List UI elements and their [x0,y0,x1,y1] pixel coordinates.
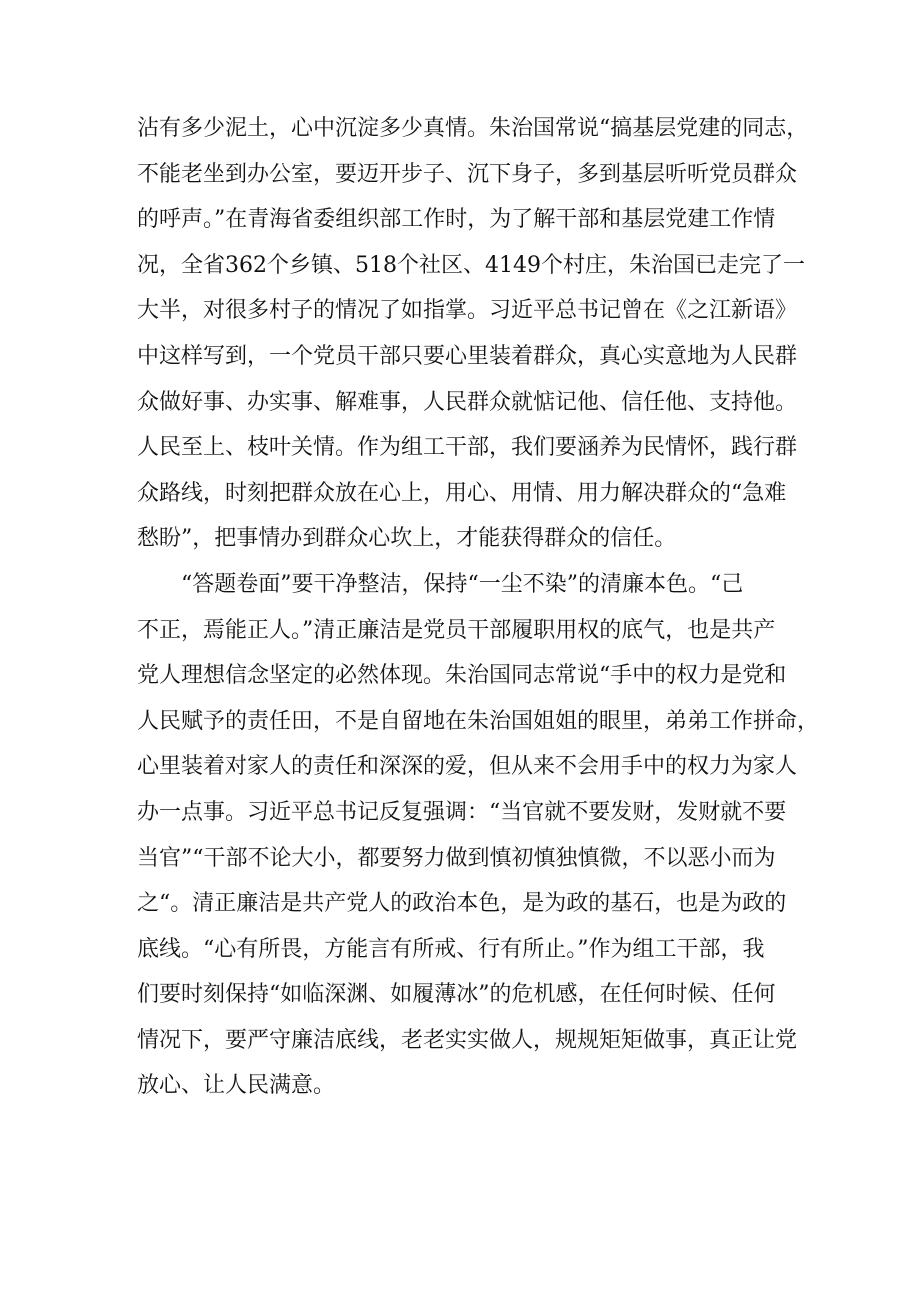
text-line: 不正，焉能正人。”清正廉洁是党员干部履职用权的底气，也是共产 [137,617,776,643]
text-line: 心里装着对家人的责任和深深的爱，但从来不会用手中的权力为家人 [137,754,798,780]
text-line: 当官”“干部不论大小，都要努力做到慎初慎独慎微，不以恶小而为 [137,845,776,871]
text-line: 众路线，时刻把群众放在心上，用心、用情、用力解决群众的“急难 [137,480,787,506]
text-line: 之“。清正廉洁是共产党人的政治本色，是为政的基石，也是为政的 [137,891,787,917]
text-line: 愁盼”，把事情办到群众心坎上，才能获得群众的信任。 [137,526,677,552]
text-line: 党人理想信念坚定的必然体现。朱治国同志常说“手中的权力是党和 [137,663,787,689]
text-line: 人民赋予的责任田，不是自留地在朱治国姐姐的眼里，弟弟工作拼命， [137,708,820,734]
text-line: 况，全省362个乡镇、518个社区、4149个村庄，朱治国已走完了一 [137,252,805,278]
text-line: 不能老坐到办公室，要迈开步子、沉下身子，多到基层听听党员群众 [137,161,798,187]
paragraph-2 [137,562,820,1109]
text-line: 底线。“心有所畏，方能言有所戒、行有所止。”作为组工干部，我 [137,936,765,962]
text-line: 放心、让人民满意。 [137,1073,336,1099]
text-line: 们要时刻保持“如临深渊、如履薄冰”的危机感，在任何时候、任何 [137,982,776,1008]
text-line: 情况下，要严守廉洁底线，老老实实做人，规规矩矩做事，真正让党 [137,1027,798,1053]
text-line: 办一点事。习近平总书记反复强调：“当官就不要发财，发财就不要 [137,799,787,825]
text-line: 沾有多少泥土，心中沉淀多少真情。朱治国常说“搞基层党建的同志， [137,116,809,141]
text-line: 的呼声。”在青海省委组织部工作时，为了解干部和基层党建工作情 [137,207,776,233]
text-line: “答题卷面”要干净整洁，保持“一尘不染”的清廉本色。“己 [137,571,744,597]
text-line: 大半，对很多村子的情况了如指掌。习近平总书记曾在《之江新语》 [137,298,798,324]
paragraph-1 [137,106,809,562]
text-line: 中这样写到，一个党员干部只要心里装着群众，真心实意地为人民群 [137,343,798,369]
document-page [137,106,820,1109]
text-line: 众做好事、办实事、解难事，人民群众就惦记他、信任他、支持他。 [137,389,798,415]
text-line: 人民至上、枝叶关情。作为组工干部，我们要涵养为民情怀，践行群 [137,435,798,461]
